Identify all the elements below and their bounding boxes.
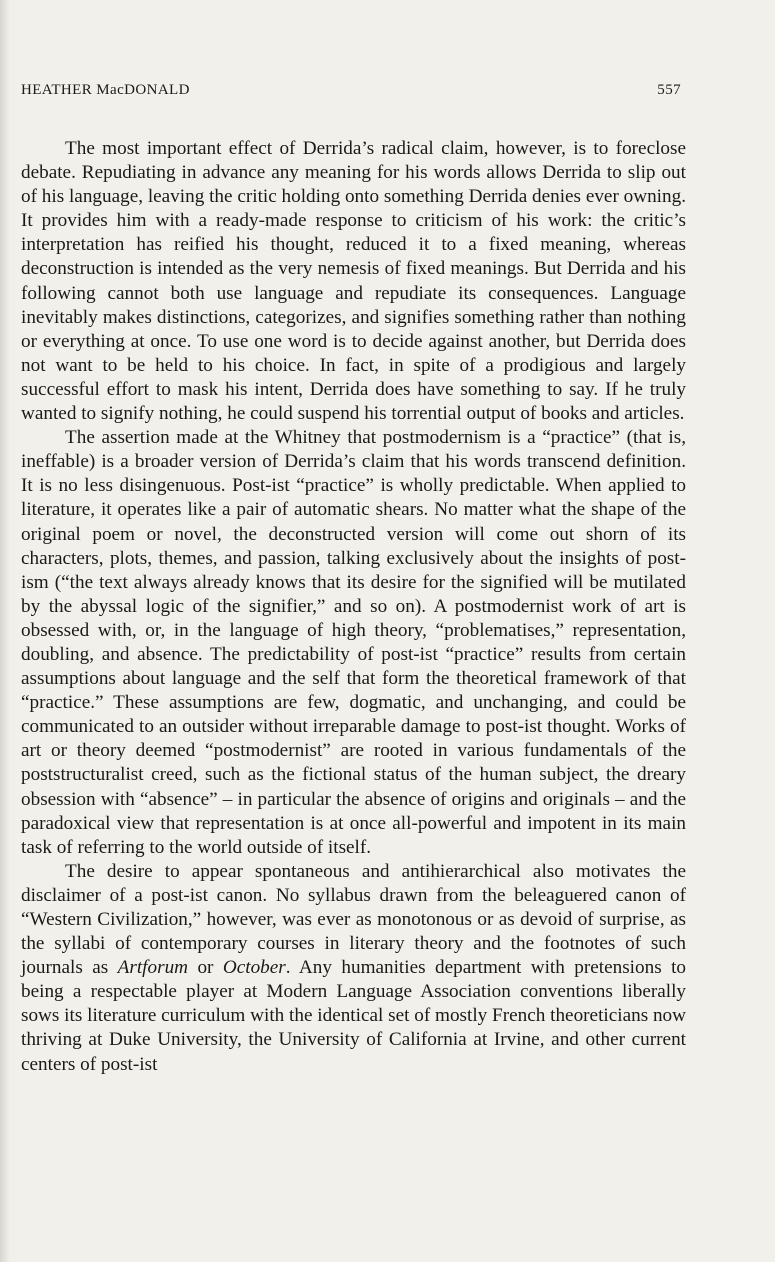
paragraph-text: The assertion made at the Whitney that postmodernism is a “practice” (that is, ineffable) is a broader version of Derrida’s claim that his words transcend definition. It is no less disingenuous. Post-ist “practice” is wholly predictable. When applied to literature, it operates like a pair of automatic shears. No matter what the shape of the original poem or novel, the deconstructed version will come out shorn of its characters, plots, themes, and passion, talking exclusively about the insights of post-ism (“the text always already knows that its desire for the signified will be mutilated by the abyssal logic of the signifier,” and so on). A postmodernist work of art is obsessed with, or, in the language of high theory, “problematises,” representation, doubling, and absence. The predictability of post-ist “practice” results from certain assumptions about language and the self that form the theoretical framework of that “practice.” These assumptions are few, dogmatic, and unchanging, and could be communicated to an outsider without irreparable damage to post-ist thought. Works of art or theory deemed “postmodernist” are rooted in various fundamentals of the poststructuralist creed, such as the fictional status of the human subject, the dreary obsession with “absence” – in particular the absence of origins and originals – and the paradoxical view that representation is at once all-powerful and impotent in its main task of referring to the world outside of itself. — [21, 427, 686, 858]
paragraph — [21, 137, 686, 426]
running-head — [21, 82, 681, 102]
page-number: 557 — [657, 82, 681, 98]
paragraph — [21, 860, 686, 1077]
journal-title: Artforum — [117, 957, 189, 979]
paragraph-text: or — [188, 957, 223, 979]
paragraph-text: The desire to appear spontaneous and antihierarchical also motivates the disclaimer of a post-ist canon. No syllabus drawn from the beleaguered canon of “Western Civilization,” however, was ever as monotonous or as devoid of surprise, as the syllabi of contemporary courses in literary theory and the footnotes of such journals as — [21, 860, 686, 979]
running-head-author: HEATHER MacDONALD — [21, 82, 190, 98]
journal-title: October — [222, 957, 286, 979]
body-text — [21, 137, 686, 1077]
paragraph-text: The most important effect of Derrida’s radical claim, however, is to foreclose debate. Repudiating in advance any meaning for his words allows Derrida to slip out of his language, leaving the critic holding onto something Derrida denies ever owning. It provides him with a ready-made response to criticism of his work: the critic’s interpretation has reified his thought, reduced it to a fixed meaning, whereas deconstruction is intended as the very nemesis of fixed meanings. But Derrida and his following cannot both use language and repudiate its consequences. Language inevitably makes distinctions, categorizes, and signifies something rather than nothing or everything at once. To use one word is to decide against another, but Derrida does not want to be held to his choice. In fact, in spite of a prodigious and largely successful effort to mask his intent, Derrida does have something to say. If he truly wanted to signify nothing, he could suspend his torrential output of books and articles. — [21, 138, 686, 425]
paragraph-text: . Any humanities department with pretensions to being a respectable player at Modern Language Association conventions liberally sows its literature curriculum with the identical set of mostly French theoreticians now thriving at Duke University, the University of California at Irvine, and other current centers of post-ist — [21, 957, 687, 1075]
paragraph — [21, 426, 686, 860]
page-gutter-shadow — [0, 0, 10, 1262]
